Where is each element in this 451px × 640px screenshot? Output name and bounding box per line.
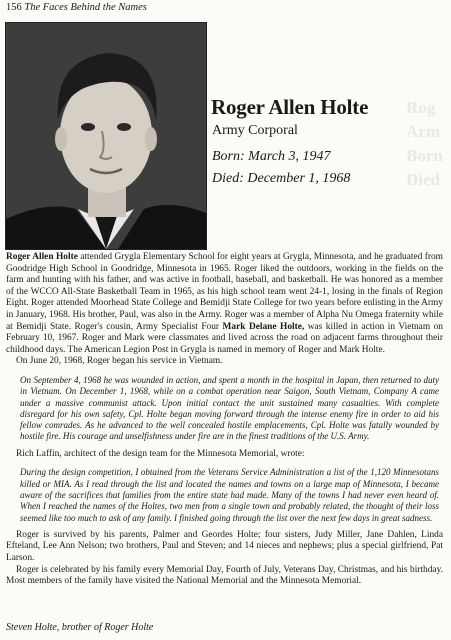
running-title: The Faces Behind the Names [24,2,147,13]
paragraph-service: On June 20, 1968, Roger began his service in Vietnam. [16,356,223,367]
page-number: 156 [6,2,22,13]
death-date: Died: December 1, 1968 [212,171,351,186]
paragraph-text: attended Grygla Elementary School for eight years at Grygla, Minnesota, and he graduated from Goodridge High School in Goodridge, Minnesota in 1965. Roger liked the outdoors, working in the fields on the farm and hunting with his father, and was active in football, baseball, and basketball. He was honored as a member of the WCCO All-State Basketball Team in 1965, as his high school team went 24-1, losing in the finals of Region Eight. Roger attended Moorhead State College and Bemidji State College for two years before enlisting in the Army in January, 1968. His brother, Paul, was also in the Army. Roger was a member of Alpha Nu Omega fraternity while at Bemidji State. Roger's cousin, Army Specialist Four [6,252,443,332]
paragraph-early-life [6,252,443,356]
biography-text [6,252,443,588]
citation-quote: On September 4, 1968 he was wounded in action, and spent a month in the hospital in Japan, then returned to duty in Vietnam. On December 1, 1968, while on a combat operation near Saigon, South Vietnam, Company A came under a massive communist attack. Upon initial contact the unit sustained many casualties. With complete disregard for his own safety, Cpl. Holte began moving forward through the intense enemy fire in order to aid his fellow comrades. As he advanced to the well concealed hostile emplacements, Cpl. Holte was fatally wounded by hostile fire. His courage and unselfishness under fire are in the finest traditions of the U.S. Army. [20,374,439,442]
signature [6,622,153,633]
signature-name: Steven Holte, [6,622,60,633]
birth-date: Born: March 3, 1947 [212,149,331,164]
soldier-name: Roger Allen Holte [211,95,369,119]
portrait-illustration [6,23,206,249]
paragraph-survivors: Roger is survived by his parents, Palmer and Geordes Holte; four sisters, Judy Miller, Jane Dahlen, Linda Efteland, Lee Ann Nelson; two brothers, Paul and Steven; and 14 nieces and nephews; plus a special girlfriend, Pat Larson. [6,529,443,563]
running-header [6,2,147,13]
bold-name: Roger Allen Holte [6,252,78,262]
bold-cousin-name: Mark Delane Holte, [222,321,305,332]
paragraph-text: was killed in action in Vietnam on February 10, 1967. Roger and Mark were classmates and lived across the road on adjacent farms throughout their childhood days. The American Legion Post in Grygla is named in memory of Roger and Mark Holte. [6,321,443,355]
bleed-through-text: Rog Arm Born Died [406,98,443,189]
soldier-rank: Army Corporal [212,123,298,138]
paragraph-architect: Rich Laffin, architect of the design team for the Minnesota Memorial, wrote: [16,448,305,459]
architect-quote: During the design competition, I obtained from the Veterans Service Administration a list of the 1,120 Minnesotans killed or MIA. As I read through the list and located the names and towns on a large map of Minnesota, I became aware of the sacrifices that families from the entire state had made. Many of the towns I had never even heard of. When I reached the names of the Holtes, two men from a single town and probably related, the thought of their loss seemed like too much to ask of any family. I finished going through the list over the next few days in great sadness. [20,467,439,523]
paragraph-remembrance: Roger is celebrated by his family every Memorial Day, Fourth of July, Veterans Day, Christmas, and his birthday. Most members of the family have visited the National Memorial and the Minnesota Memorial. [6,564,443,587]
portrait-photo [5,22,207,250]
signature-relation: brother of Roger Holte [59,622,154,633]
